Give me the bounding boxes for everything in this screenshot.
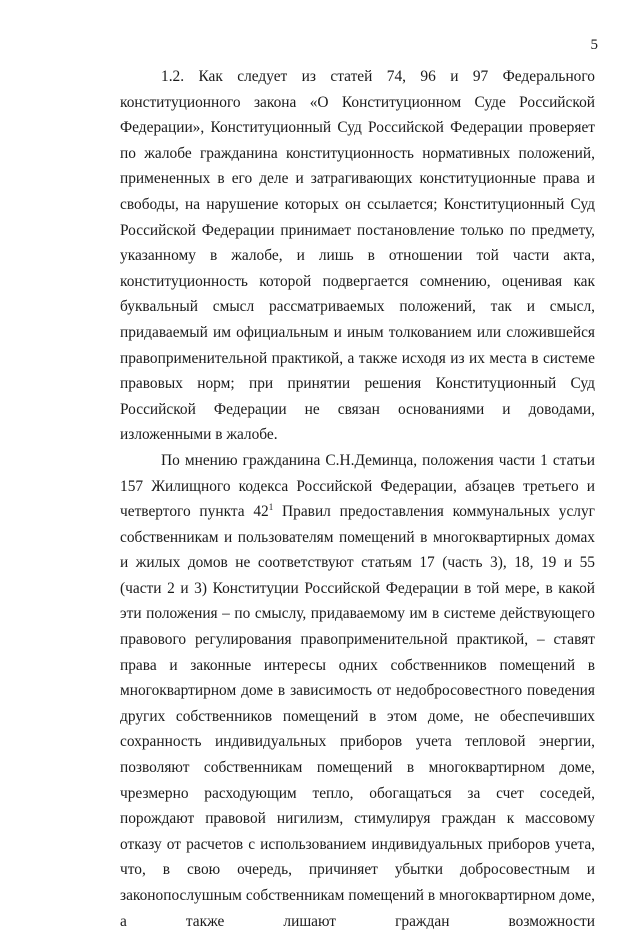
footnote-superscript: 1 — [268, 501, 274, 512]
document-body — [120, 64, 595, 934]
paragraph-applicant-opinion — [120, 448, 595, 934]
page-number: 5 — [590, 37, 598, 53]
paragraph-text-before-footnote: По мнению гражданина С.Н.Деминца, положения части 1 статьи 157 Жилищного кодекса Российской Федерации, абзацев третьего и четвертого пункта 42 — [120, 451, 595, 521]
paragraph-text-after-footnote: Правил предоставления коммунальных услуг собственникам и пользователям помещений в многоквартирных домах и жилых домов не соответствуют статьям 17 (часть 3), 18, 19 и 55 (части 2 и 3) Конституции Российской Федерации в той мере, в какой эти положения – по смыслу, придаваемому им в системе действующего правового регулирования правоприменительной практикой, – ставят права и законные интересы одних собственников помещений в многоквартирном доме в зависимость от недобросовестного поведения других собственников помещений в этом доме, не обеспечивших сохранность индивидуальных приборов учета тепловой энергии, позволяют собственникам помещений в многоквартирном доме, чрезмерно расходующим тепло, обогащаться за счет соседей, порождают правовой нигилизм, стимулируя граждан к массовому отказу от расчетов с использованием индивидуальных приборов учета, что, в свою очередь, причиняет убытки добросовестным и законопослушным собственникам помещений в многоквартирном доме, а также лишают граждан возможности — [120, 503, 595, 930]
paragraph-1-2: 1.2. Как следует из статей 74, 96 и 97 Федерального конституционного закона «О Конституционном Суде Российской Федерации», Конституционный Суд Российской Федерации проверяет по жалобе гражданина конституционность нормативных положений, примененных в его деле и затрагивающих конституционные права и свободы, на нарушение которых он ссылается; Конституционный Суд Российской Федерации принимает постановление только по предмету, указанному в жалобе, и лишь в отношении той части акта, конституционность которой подвергается сомнению, оценивая как буквальный смысл рассматриваемых положений, так и смысл, придаваемый им официальным и иным толкованием или сложившейся правоприменительной практикой, а также исходя из их места в системе правовых норм; при принятии решения Конституционный Суд Российской Федерации не связан основаниями и доводами, изложенными в жалобе. — [120, 68, 595, 444]
